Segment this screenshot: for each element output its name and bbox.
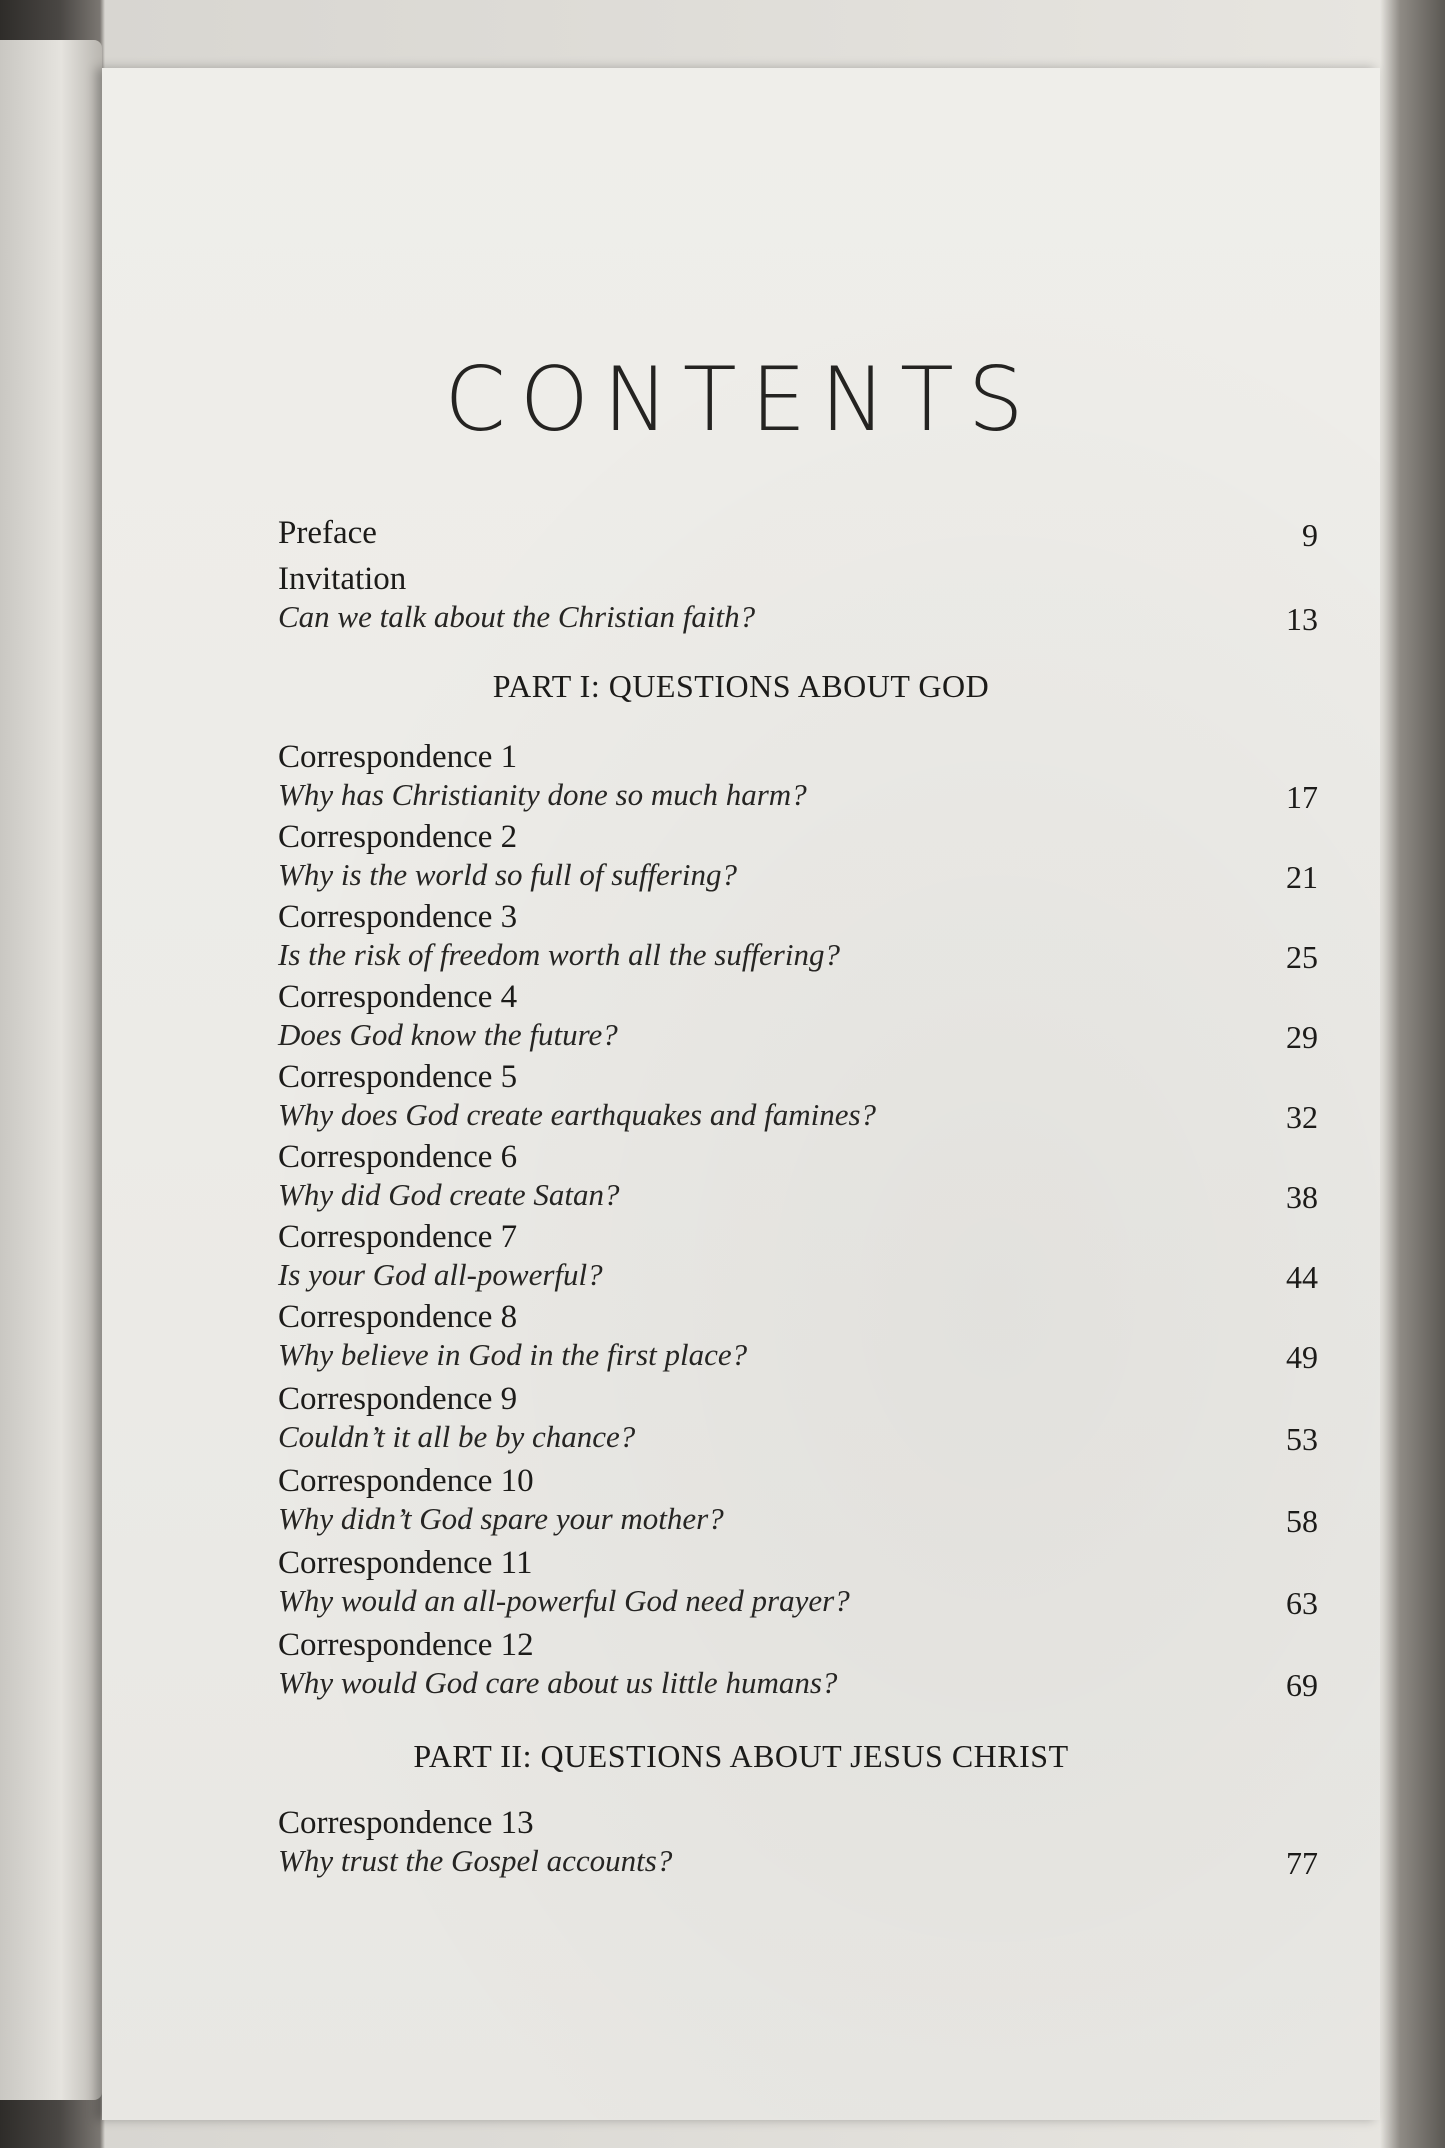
toc-entry-page: 77: [1286, 1845, 1318, 1881]
toc-entry-subtitle: Why trust the Gospel accounts?: [278, 1843, 673, 1878]
toc-entry-title: Correspondence 8: [278, 1299, 518, 1335]
toc-entry-page: 32: [1286, 1099, 1318, 1135]
toc-entry-title: Correspondence 11: [278, 1545, 533, 1581]
toc-entry-title: Correspondence 6: [278, 1139, 518, 1175]
toc-entry-subtitle: Why has Christianity done so much harm?: [278, 777, 807, 812]
toc-entry-page: 58: [1286, 1503, 1318, 1539]
toc-entry-page: 69: [1286, 1667, 1318, 1703]
toc-entry-title: Correspondence 3: [278, 899, 518, 935]
toc-entry-page: 13: [1286, 601, 1318, 637]
toc-entry-title: Preface: [278, 515, 377, 551]
toc-entry-subtitle: Why is the world so full of suffering?: [278, 857, 737, 892]
toc-entry-subtitle: Why did God create Satan?: [278, 1177, 620, 1212]
toc-entry-title: Invitation: [278, 561, 407, 597]
toc-entry-page: 44: [1286, 1259, 1318, 1295]
toc-entry-subtitle: Why believe in God in the first place?: [278, 1337, 748, 1372]
toc-entry-page: 29: [1286, 1019, 1318, 1055]
toc-entry-subtitle: Can we talk about the Christian faith?: [278, 599, 756, 634]
toc-entry-title: Correspondence 5: [278, 1059, 518, 1095]
table-of-contents: [102, 68, 1380, 2120]
toc-entry: [278, 818, 1318, 896]
toc-entry: [278, 1380, 1318, 1458]
book-page: [102, 68, 1380, 2120]
part-heading: PART I: QUESTIONS ABOUT GOD: [492, 668, 990, 704]
facing-page-edge: [0, 40, 102, 2100]
toc-entry-page: 63: [1286, 1585, 1318, 1621]
toc-entry-title: Correspondence 2: [278, 819, 518, 855]
toc-entry-subtitle: Why does God create earthquakes and famines?: [278, 1097, 877, 1132]
toc-entry: [278, 1462, 1318, 1540]
toc-entry-title: Correspondence 12: [278, 1627, 534, 1663]
toc-entry-subtitle: Couldn’t it all be by chance?: [278, 1419, 636, 1454]
toc-entry: [278, 1138, 1318, 1216]
toc-entry-invitation: [278, 560, 1318, 638]
toc-entry-preface: [278, 514, 1318, 554]
toc-entry: [278, 1298, 1318, 1376]
toc-entry-title: Correspondence 13: [278, 1805, 534, 1841]
toc-entry-page: 21: [1286, 859, 1318, 895]
toc-entry-title: Correspondence 10: [278, 1463, 534, 1499]
part-heading: PART II: QUESTIONS ABOUT JESUS CHRIST: [413, 1738, 1069, 1774]
toc-entry-page: 25: [1286, 939, 1318, 975]
toc-entry: [278, 1804, 1318, 1882]
page-title: CONTENTS: [444, 348, 1038, 451]
toc-entry-page: 49: [1286, 1339, 1318, 1375]
toc-entry: [278, 1218, 1318, 1296]
toc-entry-page: 9: [1302, 517, 1318, 553]
toc-entry: [278, 738, 1318, 816]
toc-entry-subtitle: Is your God all-powerful?: [278, 1257, 603, 1292]
toc-entry: [278, 898, 1318, 976]
toc-entry-subtitle: Why would an all-powerful God need prayer?: [278, 1583, 850, 1618]
toc-entry: [278, 1058, 1318, 1136]
toc-entry-title: Correspondence 9: [278, 1381, 518, 1417]
toc-entry-subtitle: Why didn’t God spare your mother?: [278, 1501, 724, 1536]
toc-entry-page: 38: [1286, 1179, 1318, 1215]
toc-entry: [278, 1626, 1318, 1704]
toc-entry-subtitle: Why would God care about us little humans?: [278, 1665, 838, 1700]
toc-entry-subtitle: Does God know the future?: [278, 1017, 618, 1052]
toc-entry-title: Correspondence 7: [278, 1219, 518, 1255]
toc-entry-title: Correspondence 4: [278, 979, 518, 1015]
toc-entry-page: 53: [1286, 1421, 1318, 1457]
toc-entry: [278, 1544, 1318, 1622]
toc-entry-subtitle: Is the risk of freedom worth all the suffering?: [278, 937, 840, 972]
toc-entry-page: 17: [1286, 779, 1318, 815]
toc-entry: [278, 978, 1318, 1056]
toc-entry-title: Correspondence 1: [278, 739, 518, 775]
